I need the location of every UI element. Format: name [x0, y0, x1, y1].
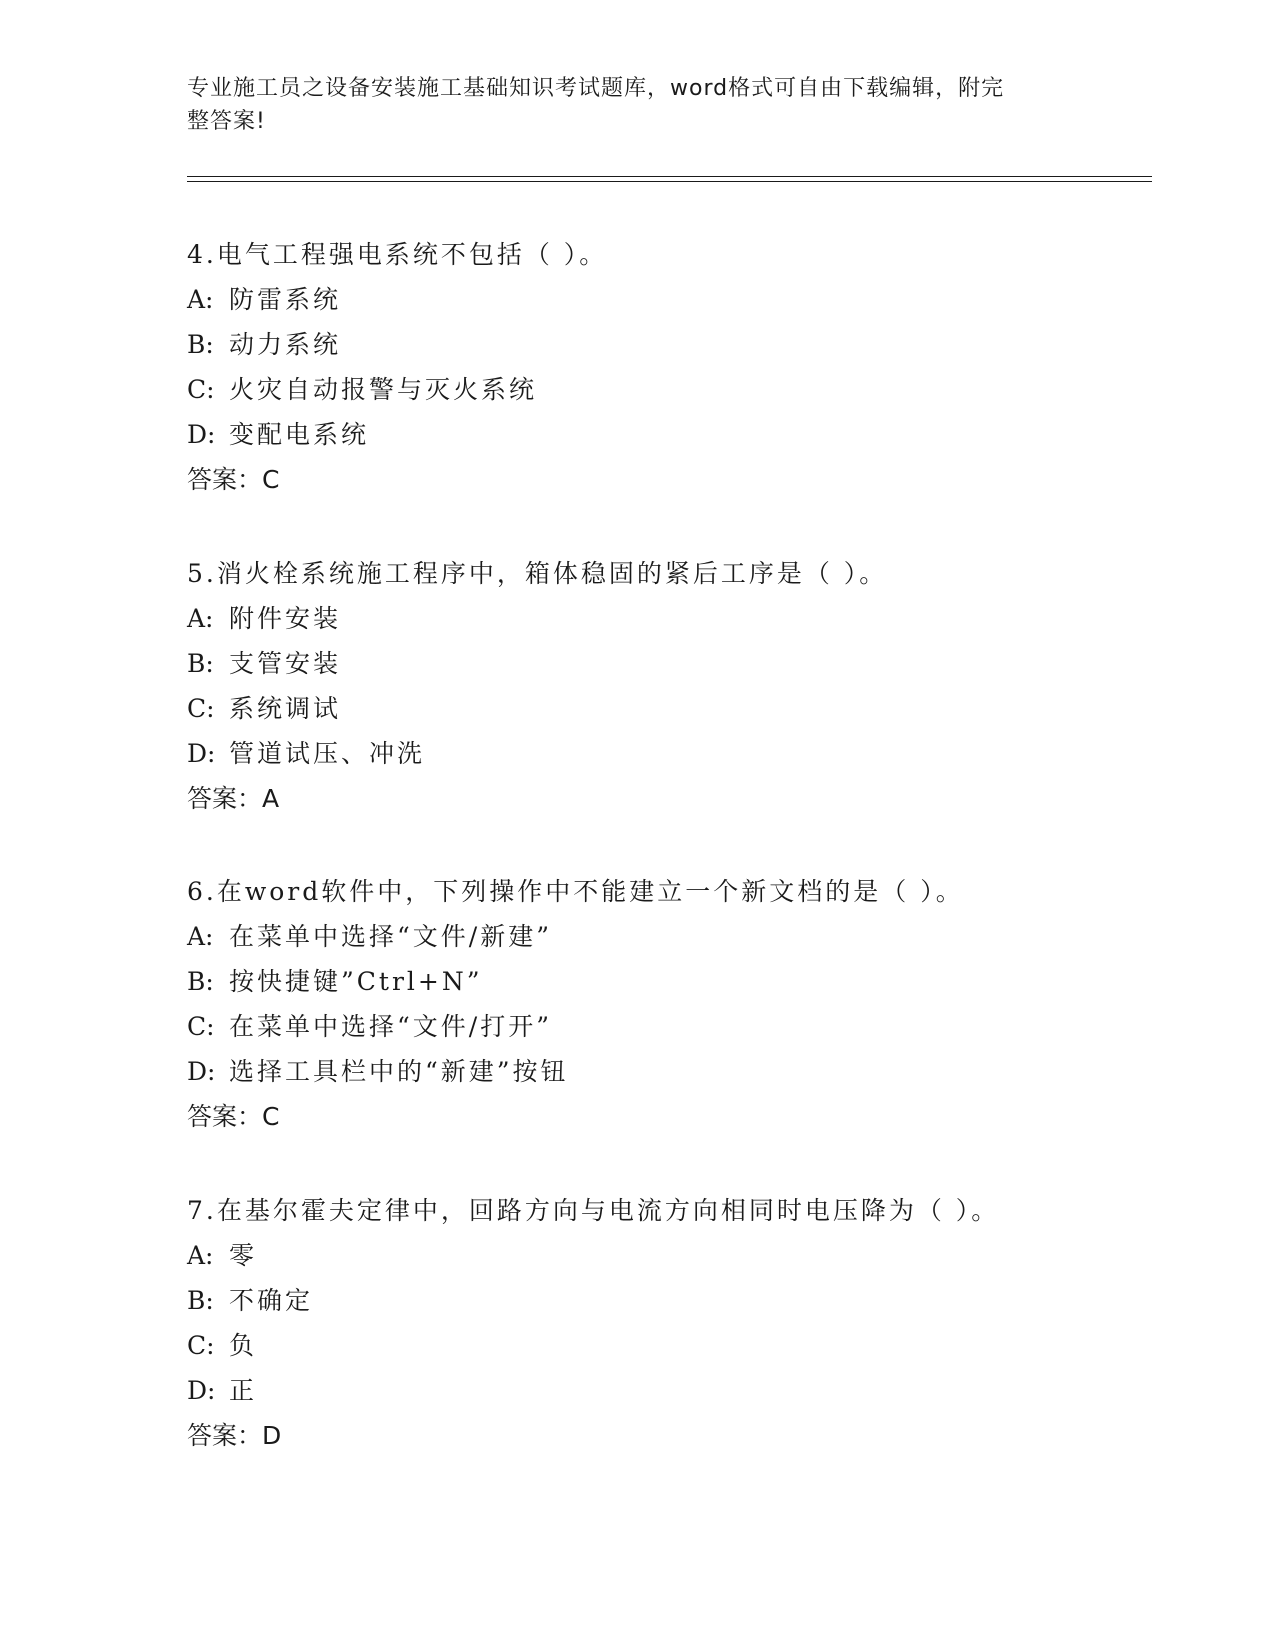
option-b	[187, 1278, 1147, 1323]
answer-value: A	[262, 784, 280, 813]
option-text: 负	[229, 1331, 258, 1360]
option-text: 在菜单中选择“文件/打开”	[229, 1012, 552, 1041]
option-c	[187, 367, 1147, 412]
answer-label: 答案：	[187, 1421, 263, 1450]
option-d	[187, 1049, 1147, 1094]
option-text: 火灾自动报警与灭火系统	[229, 375, 538, 404]
question-text: 电气工程强电系统不包括（ ）。	[216, 240, 608, 269]
header-line-2: 整答案!	[187, 109, 266, 134]
option-letter: C:	[187, 1331, 215, 1360]
answer-value: C	[262, 465, 280, 494]
option-text: 选择工具栏中的“新建”按钮	[229, 1057, 569, 1086]
option-letter: A:	[187, 922, 214, 951]
option-c	[187, 1323, 1147, 1368]
question-number: 7.	[187, 1196, 217, 1225]
option-d	[187, 412, 1147, 457]
option-letter: B:	[187, 967, 214, 996]
option-b	[187, 641, 1147, 686]
option-a	[187, 1233, 1147, 1278]
option-letter: A:	[187, 1241, 214, 1270]
option-c	[187, 1004, 1147, 1049]
option-text: 变配电系统	[229, 420, 370, 449]
answer-value: C	[262, 1102, 280, 1131]
answer-label: 答案：	[187, 465, 263, 494]
option-letter: B:	[187, 330, 214, 359]
question-stem	[187, 232, 1147, 277]
option-letter: C:	[187, 694, 215, 723]
question-text: 消火栓系统施工程序中，箱体稳固的紧后工序是（ ）。	[216, 559, 888, 588]
question-block	[187, 232, 1147, 502]
answer-line	[187, 1413, 1147, 1458]
question-stem	[187, 869, 1147, 914]
option-d	[187, 1368, 1147, 1413]
header-divider-bottom	[187, 181, 1152, 182]
question-stem	[187, 551, 1147, 596]
option-letter: C:	[187, 1012, 215, 1041]
question-block	[187, 1188, 1147, 1458]
option-text: 管道试压、冲洗	[229, 739, 426, 768]
option-letter: D:	[187, 739, 216, 768]
option-d	[187, 731, 1147, 776]
option-a	[187, 914, 1147, 959]
question-text: 在基尔霍夫定律中，回路方向与电流方向相同时电压降为（ ）。	[216, 1196, 1000, 1225]
option-letter: C:	[187, 375, 215, 404]
answer-line	[187, 1094, 1147, 1139]
answer-value: D	[262, 1421, 282, 1450]
answer-label: 答案：	[187, 784, 263, 813]
document-header	[187, 72, 1067, 138]
answer-line	[187, 776, 1147, 821]
option-b	[187, 322, 1147, 367]
answer-label: 答案：	[187, 1102, 263, 1131]
option-letter: A:	[187, 285, 214, 314]
option-text: 系统调试	[229, 694, 342, 723]
option-letter: D:	[187, 1376, 216, 1405]
header-divider-top	[187, 176, 1152, 177]
option-text: 附件安装	[229, 604, 342, 633]
header-line-1: 专业施工员之设备安装施工基础知识考试题库，word格式可自由下载编辑，附完	[187, 76, 1005, 101]
option-letter: D:	[187, 420, 216, 449]
question-number: 6.	[187, 877, 217, 906]
option-letter: B:	[187, 649, 214, 678]
answer-line	[187, 457, 1147, 502]
option-text: 防雷系统	[229, 285, 342, 314]
question-text: 在word软件中，下列操作中不能建立一个新文档的是（ ）。	[216, 877, 964, 906]
question-block	[187, 551, 1147, 821]
option-text: 动力系统	[229, 330, 342, 359]
option-text: 按快捷键”Ctrl+N”	[229, 967, 483, 996]
question-number: 4.	[187, 240, 217, 269]
option-text: 不确定	[229, 1286, 314, 1315]
option-c	[187, 686, 1147, 731]
option-text: 零	[229, 1241, 258, 1270]
option-b	[187, 959, 1147, 1004]
option-letter: D:	[187, 1057, 216, 1086]
option-a	[187, 596, 1147, 641]
option-text: 支管安装	[229, 649, 342, 678]
option-text: 正	[229, 1376, 258, 1405]
option-a	[187, 277, 1147, 322]
question-number: 5.	[187, 559, 217, 588]
option-text: 在菜单中选择“文件/新建”	[229, 922, 552, 951]
question-stem	[187, 1188, 1147, 1233]
option-letter: B:	[187, 1286, 214, 1315]
option-letter: A:	[187, 604, 214, 633]
question-block	[187, 869, 1147, 1139]
